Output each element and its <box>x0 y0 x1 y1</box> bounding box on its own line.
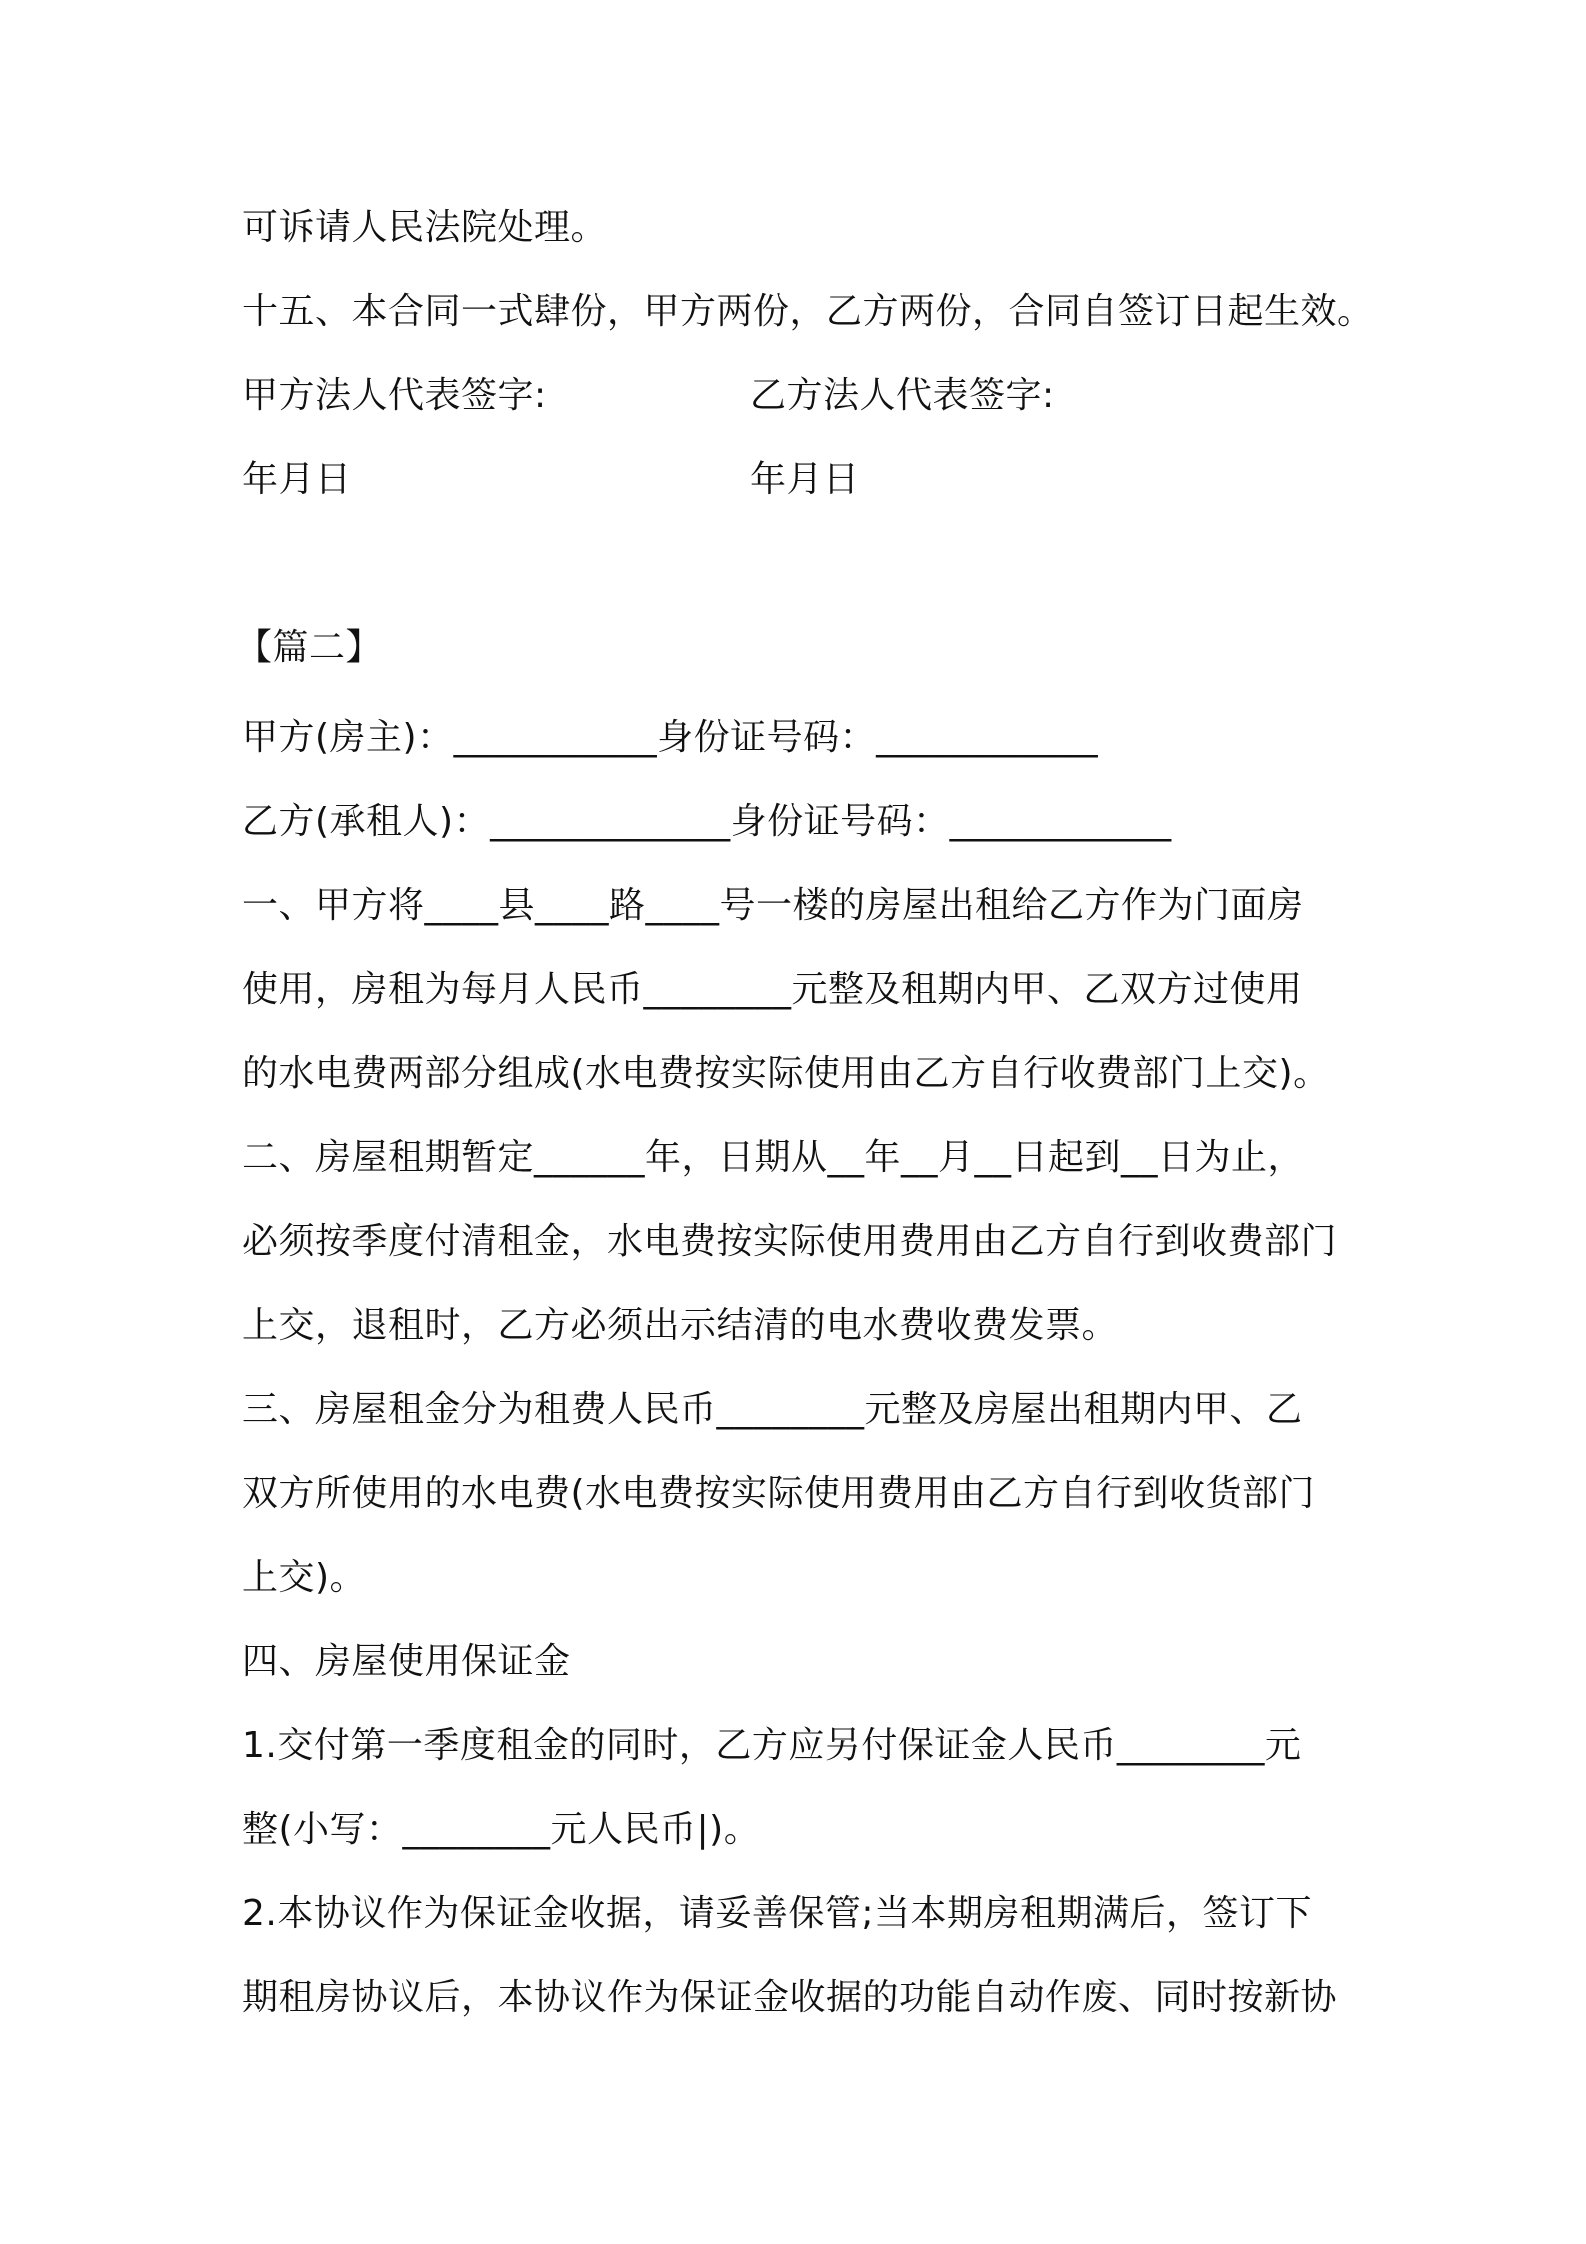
text-line: 的水电费两部分组成(水电费按实际使用由乙方自行收费部门上交)。 <box>242 1053 1330 1094</box>
party-a-date-label: 年月日 <box>242 459 352 500</box>
text-line: 四、房屋使用保证金 <box>242 1641 571 1682</box>
text-line: 十五、本合同一式肆份，甲方两份，乙方两份，合同自签订日起生效。 <box>242 291 1374 332</box>
text-line: 上交)。 <box>242 1557 367 1598</box>
text-line: 乙方(承租人)：_____________身份证号码：____________ <box>242 801 1172 842</box>
section-title: 【篇二】 <box>236 627 383 668</box>
text-line: 一、甲方将____县____路____号一楼的房屋出租给乙方作为门面房 <box>242 885 1304 926</box>
text-line: 可诉请人民法院处理。 <box>242 207 608 248</box>
text-line: 1.交付第一季度租金的同时，乙方应另付保证金人民币________元 <box>242 1725 1302 1766</box>
text-line: 必须按季度付清租金，水电费按实际使用费用由乙方自行到收费部门 <box>242 1221 1338 1262</box>
text-line: 甲方(房主)：___________身份证号码：____________ <box>242 717 1099 758</box>
text-line: 上交，退租时，乙方必须出示结清的电水费收费发票。 <box>242 1305 1119 1346</box>
text-line: 期租房协议后，本协议作为保证金收据的功能自动作废、同时按新协 <box>242 1977 1338 2018</box>
party-b-signature-label: 乙方法人代表签字: <box>750 375 1055 416</box>
text-line: 整(小写：________元人民币|)。 <box>242 1809 761 1850</box>
text-line: 三、房屋租金分为租费人民币________元整及房屋出租期内甲、乙 <box>242 1389 1303 1430</box>
text-line: 使用，房租为每月人民币________元整及租期内甲、乙双方过使用 <box>242 969 1303 1010</box>
text-line: 双方所使用的水电费(水电费按实际使用费用由乙方自行到收货部门 <box>242 1473 1316 1514</box>
party-a-signature-label: 甲方法人代表签字: <box>242 375 547 416</box>
party-b-date-label: 年月日 <box>750 459 860 500</box>
text-line: 二、房屋租期暂定______年，日期从__年__月__日起到__日为止， <box>242 1137 1305 1178</box>
text-line: 2.本协议作为保证金收据，请妥善保管;当本期房租期满后，签订下 <box>242 1893 1312 1934</box>
